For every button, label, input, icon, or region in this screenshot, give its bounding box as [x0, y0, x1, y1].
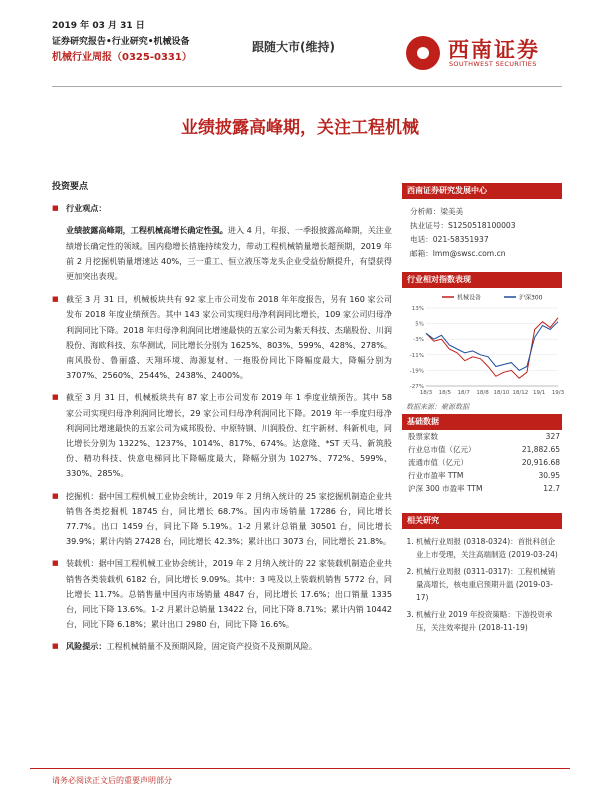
header-divider: [52, 86, 562, 87]
y-tick-label: -27%: [409, 384, 424, 390]
risk-text: 工程机械销量不及预期风险，固定资产投资不及预期风险。: [106, 641, 317, 652]
legend-label: 机械设备: [457, 294, 482, 302]
base-heading: 基础数据: [402, 414, 562, 430]
analyst-heading: 西南证券研究发展中心: [402, 183, 562, 199]
paragraph-text: 进入 4 月，年报、一季报披露高峰期，关注业绩增长确定性的领域。国内稳增长措施持续发力，带动工程机械销量增长超预期，2019 年前 2 月挖掘机销量增速达 40%，三一重工、恒立液压等龙头企业受益份额提升，有望获得更加突出表现。: [66, 225, 392, 282]
x-tick-label: 18/3: [419, 390, 433, 396]
report-date: 2019 年 03 月 31 日: [52, 21, 145, 31]
x-tick-label: 18/7: [457, 390, 470, 396]
row-value: 21,882.65: [521, 445, 560, 454]
section-heading: 投资要点: [52, 182, 89, 192]
related-item[interactable]: 2. 机械行业周报 (0311-0317)：工程机械销量高增长，核电重启预期升温 (2019-03-17): [416, 565, 562, 604]
y-tick-label: 5%: [415, 321, 424, 328]
paragraph-industry-view: [52, 223, 392, 284]
rating: 跟随大市(维持): [252, 40, 335, 54]
x-tick-label: 19/3: [551, 390, 565, 396]
series-line: [426, 318, 558, 378]
related-item[interactable]: 3. 机械行业 2019 年投资策略：下游投资承压，关注效率提升 (2018-11-19): [416, 608, 562, 634]
chart-heading: 行业相对指数表现: [402, 272, 562, 288]
y-tick-label: 13%: [411, 306, 424, 312]
row-label: 行业总市值（亿元）: [408, 445, 476, 454]
index-chart-box: [402, 272, 565, 412]
series-line: [426, 322, 558, 371]
row-value: 12.7: [543, 484, 560, 493]
risk-label: 风险提示：: [66, 641, 107, 652]
logo-text-en: SOUTHWEST SECURITIES: [449, 60, 537, 68]
x-tick-label: 18/5: [438, 390, 452, 396]
analyst-phone: 电话：021-58351937: [410, 235, 489, 244]
main-column: [52, 180, 392, 662]
analyst-email: 邮箱：lmm@swsc.com.cn: [410, 249, 506, 258]
risk-warning: [52, 639, 392, 654]
table-row: [406, 482, 562, 495]
report-series: 机械行业周报（0325-0331）: [52, 52, 192, 63]
paragraph-excavator: ■ 挖掘机：据中国工程机械工业协会统计，2019 年 2 月纳入统计的 25 家挖掘机制造企业共销售各类挖掘机 18745 台，同比增长 68.7%。国内市场销量 17286 台，同比增长 77.7%。出口 1459 台，同比下降 5.19%。1-2 月累计总销量 30501 台，同比增长 39.9%；累计内销 27428 台，同比增长 42.3%；累计出口 3073 台，同比增长 21.8%。: [52, 489, 392, 550]
logo-mark-icon: [406, 36, 440, 70]
row-value: 30.95: [538, 471, 560, 480]
footer-divider: [30, 768, 570, 769]
row-label: 沪深 300 市盈率 TTM: [408, 484, 483, 493]
legend-label: 沪深300: [519, 294, 543, 302]
y-tick-label: -19%: [409, 368, 424, 375]
paragraph-annual-report: ■ 截至 3 月 31 日，机械板块共有 92 家上市公司发布 2018 年年度报告，另有 160 家公司发布 2018 年度业绩预告。其中 143 家公司实现归母净利润同比增长，109 家公司归母净利润同比下降。2018 年归母净利润同比增速最快的五家公司为紫天科技、杰瑞股份、川润股份、海欧科技、东华测试，同比增长分别为 1625%、803%、599%、428%、278%。南风股份、鲁丽盛、天翔环境、海源复材、一拖股份同比下降幅度最大，降幅分别为 3707%、2560%、2544%、2438%、2400%。: [52, 292, 392, 383]
bullet-label: 行业观点：: [66, 203, 107, 214]
bullet-industry-view: [52, 201, 392, 216]
y-tick-label: -3%: [413, 337, 424, 344]
chart-source: 数据来源：聚源数据: [406, 403, 469, 411]
footer-disclaimer: 请务必阅读正文后的重要声明部分: [52, 776, 172, 785]
table-row: [406, 430, 562, 443]
table-row: [406, 469, 562, 482]
page-title: 业绩披露高峰期，关注工程机械: [181, 118, 419, 138]
related-list: [402, 535, 562, 634]
table-row: [406, 443, 562, 456]
row-label: 股票家数: [408, 432, 438, 441]
lead-sentence: 业绩披露高峰期，工程机械高增长确定性强。: [66, 225, 228, 236]
row-label: 行业市盈率 TTM: [408, 471, 464, 480]
analyst-license: 执业证号：S1250518100003: [410, 221, 516, 230]
row-label: 流通市值（亿元）: [408, 458, 468, 467]
x-tick-label: 18/8: [476, 390, 489, 396]
x-tick-label: 18/12: [512, 390, 529, 396]
base-data-box: [402, 414, 562, 495]
table-row: [406, 456, 562, 469]
relative-index-chart: [402, 288, 565, 398]
paragraph-loader: ■ 装载机：据中国工程机械工业协会统计，2019 年 2 月纳入统计的 22 家装载机制造企业共销售各类装载机 6182 台，同比增长 9.09%。其中：3 吨及以上装载机销售 5772 台，同比增长 11.7%。总销售量中国内市场销量 4847 台，同比增长 17.6%；出口销量 1335 台，同比下降 13.6%。1-2 月累计总销量 13422 台，同比下降 8.71%；累计内销 10442 台，同比下降 6.18%；累计出口 2980 台，同比下降 16.6%。: [52, 556, 392, 632]
related-item[interactable]: 1. 机械行业周报 (0318-0324)：首批科创企业上市受理，关注高端制造 (2019-03-24): [416, 535, 562, 561]
row-value: 20,916.68: [521, 458, 560, 467]
company-logo: [406, 34, 558, 72]
y-tick-label: -11%: [409, 352, 424, 359]
analyst-box: [402, 183, 562, 261]
related-heading: 相关研究: [402, 513, 562, 529]
related-research-box: [402, 513, 562, 638]
row-value: 327: [545, 432, 560, 441]
logo-text: 西南证券: [448, 38, 540, 62]
x-tick-label: 19/1: [532, 390, 546, 396]
x-tick-label: 18/10: [493, 390, 510, 396]
paragraph-q1-forecast: ■ 截至 3 月 31 日，机械板块共有 87 家上市公司发布 2019 年 1 季度业绩预告。其中 58 家公司实现归母净利润同比增长，29 家公司归母净利润同比下降。2019 年一季度归母净利润同比增速最快的五家公司为咸邦股份、中原特钢、川润股份、红宇新材、科新机电，同比增长分别为 1322%、1237%、1014%、817%、674%。达意隆、*ST 天马、新筑股份、精功科技、快意电梯同比下降幅度最大，降幅分别为 1027%、772%、599%、330%、285%。: [52, 390, 392, 481]
base-data-table: [406, 430, 562, 495]
analyst-name: 分析师：梁美美: [410, 207, 464, 216]
report-category: 证券研究报告•行业研究•机械设备: [52, 37, 190, 47]
